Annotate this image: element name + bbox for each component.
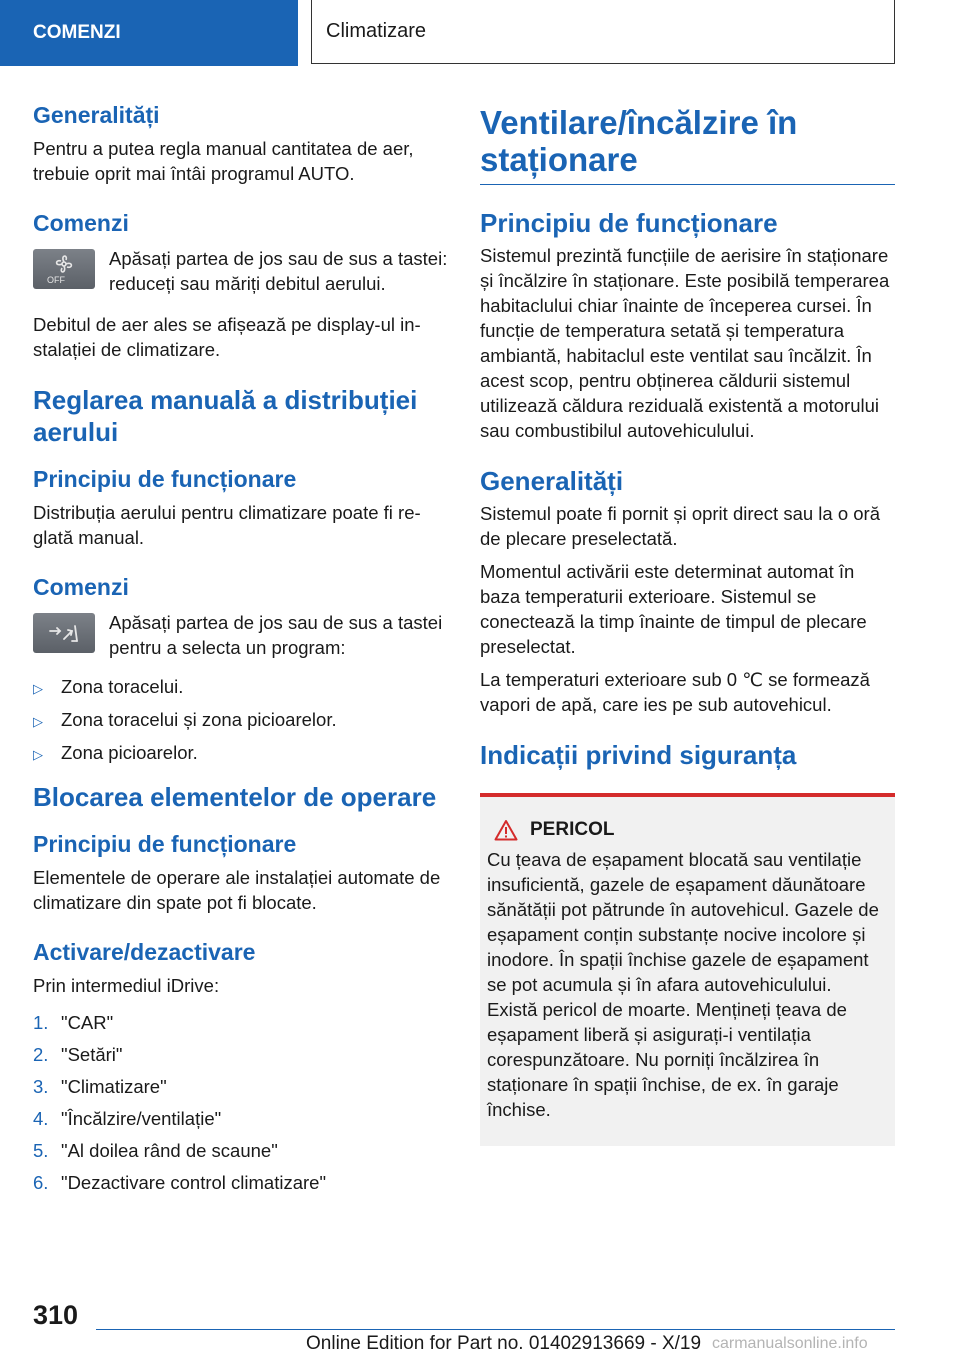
list-item: ▷ Zona picioarelor. — [33, 740, 448, 767]
list-item: 1. "CAR" — [33, 1012, 114, 1033]
paragraph-general: Pentru a putea regla manual cantitatea de aer, trebuie oprit mai întâi programul AUTO. — [33, 138, 414, 184]
triangle-icon: ▷ — [33, 714, 43, 729]
warning-triangle-icon — [494, 819, 518, 841]
air-distribution-button-image — [33, 613, 95, 653]
heading-rule — [480, 184, 895, 185]
page-header — [0, 0, 960, 66]
list-item: ▷ Zona toracelui. — [33, 674, 448, 701]
paragraph-pornit: Sistemul poate fi pornit și oprit direct sau la o oră de plecare preselectată. — [480, 503, 880, 549]
warning-title: PERICOL — [530, 819, 615, 840]
heading-generalitati-right: Generalități — [480, 466, 624, 496]
triangle-icon: ▷ — [33, 681, 43, 696]
list-item: 3. "Climatizare" — [33, 1076, 167, 1097]
fan-icon — [36, 251, 92, 287]
heading-activare: Activare/dezactivare — [33, 939, 256, 965]
left-column — [33, 100, 448, 1202]
paragraph-control-1: Apăsați partea de jos sau de sus a tastei: reduceți sau măriți debitul aerului. — [109, 248, 448, 294]
right-column — [480, 104, 895, 1146]
heading-principiu-2: Principiu de funcționare — [33, 831, 297, 857]
program-list — [33, 674, 448, 767]
edition-text: Online Edition for Part no. 01402913669 - X/19 — [306, 1333, 702, 1354]
svg-text:OFF: OFF — [47, 275, 65, 285]
heading-principiu-1: Principiu de funcționare — [33, 466, 297, 492]
heading-generalitati: Generalități — [33, 102, 160, 128]
list-item: 5. "Al doilea rând de scaune" — [33, 1140, 278, 1161]
paragraph-distributia: Distribuția aerului pentru climatizare poate fi reglată manual. — [33, 502, 421, 548]
control-fan-speed — [33, 246, 448, 296]
heading-principiu: Principiu de funcționare — [480, 208, 778, 238]
list-item: 2. "Setări" — [33, 1044, 123, 1065]
paragraph-temperaturi: La temperaturi exterioare sub 0 ℃ se formează vapori de apă, care ies pe sub autovehicul. — [480, 669, 870, 715]
air-distribution-icon — [44, 621, 84, 645]
heading-reglare: Reglarea manuală a distribuției aerului — [33, 385, 418, 447]
heading-ventilare: Ventilare/încălzire în staționare — [480, 104, 798, 178]
heading-indicatii: Indicații privind siguranța — [480, 740, 797, 770]
heading-comenzi-1: Comenzi — [33, 210, 129, 236]
warning-box — [480, 793, 895, 1146]
fan-button-image — [33, 249, 95, 289]
footer-rule — [96, 1329, 895, 1330]
paragraph-prin: Prin intermediul iDrive: — [33, 975, 220, 996]
warning-text: Cu țeava de eșapament blocată sau ventilație insuficientă, gazele de eșapament dăunătoare sănătății pot pătrunde în autovehicul. Gazele de eșapament conțin substanțe nocive incolore și inodore. În spații închise gazele de eșapament se pot acumula și în afara autovehiculului. Există pericol de moarte. Mențineți țeava de eșapament liberă și asigurați-i ventilația corespunzătoare. Nu porniți încălzirea în staționare în spații închise, de ex. în garaje închise. — [487, 849, 879, 1120]
list-item: 4. "Încălzire/ventilație" — [33, 1108, 222, 1129]
paragraph-sistemul: Sistemul prezintă funcțiile de aerisire în staționare și încălzire în staționare. Este posibilă temperarea habitaclului chiar înainte de începerea cursei. În funcție de temperatura setată și temperatura ambiantă, habitaclul este ventilat sau încălzit. În acest scop, pentru obținerea căldurii sistemul utilizează căldura reziduală existentă a motorului sau combustibilul autovehiculului. — [480, 245, 890, 441]
triangle-icon: ▷ — [33, 747, 43, 762]
paragraph-momentul: Momentul activării este determinat automat în baza temperaturii exterioare. Sistemul se conectează la timp înainte de timpul de plecare preselectat. — [480, 561, 867, 657]
heading-comenzi-2: Comenzi — [33, 574, 129, 600]
heading-blocarea: Blocarea elementelor de operare — [33, 782, 437, 812]
section-tab[interactable]: COMENZI — [0, 0, 298, 66]
idrive-steps — [33, 1010, 448, 1195]
page-number: 310 — [33, 1300, 79, 1330]
chapter-tab[interactable]: Climatizare — [311, 0, 895, 64]
paragraph-debit: Debitul de aer ales se afișează pe display-ul instalației de climatizare. — [33, 314, 421, 360]
control-air-distribution — [33, 610, 448, 660]
paragraph-control-2: Apăsați partea de jos sau de sus a tastei pentru a selecta un program: — [109, 612, 443, 658]
list-item: ▷ Zona toracelui și zona picioarelor. — [33, 707, 448, 734]
watermark: carmanualsonline.info — [712, 1335, 868, 1352]
list-item: 6. "Dezactivare control climatizare" — [33, 1172, 327, 1193]
warning-header — [487, 819, 885, 841]
paragraph-elementele: Elementele de operare ale instalației automate de climatizare din spate pot fi blocate. — [33, 867, 441, 913]
